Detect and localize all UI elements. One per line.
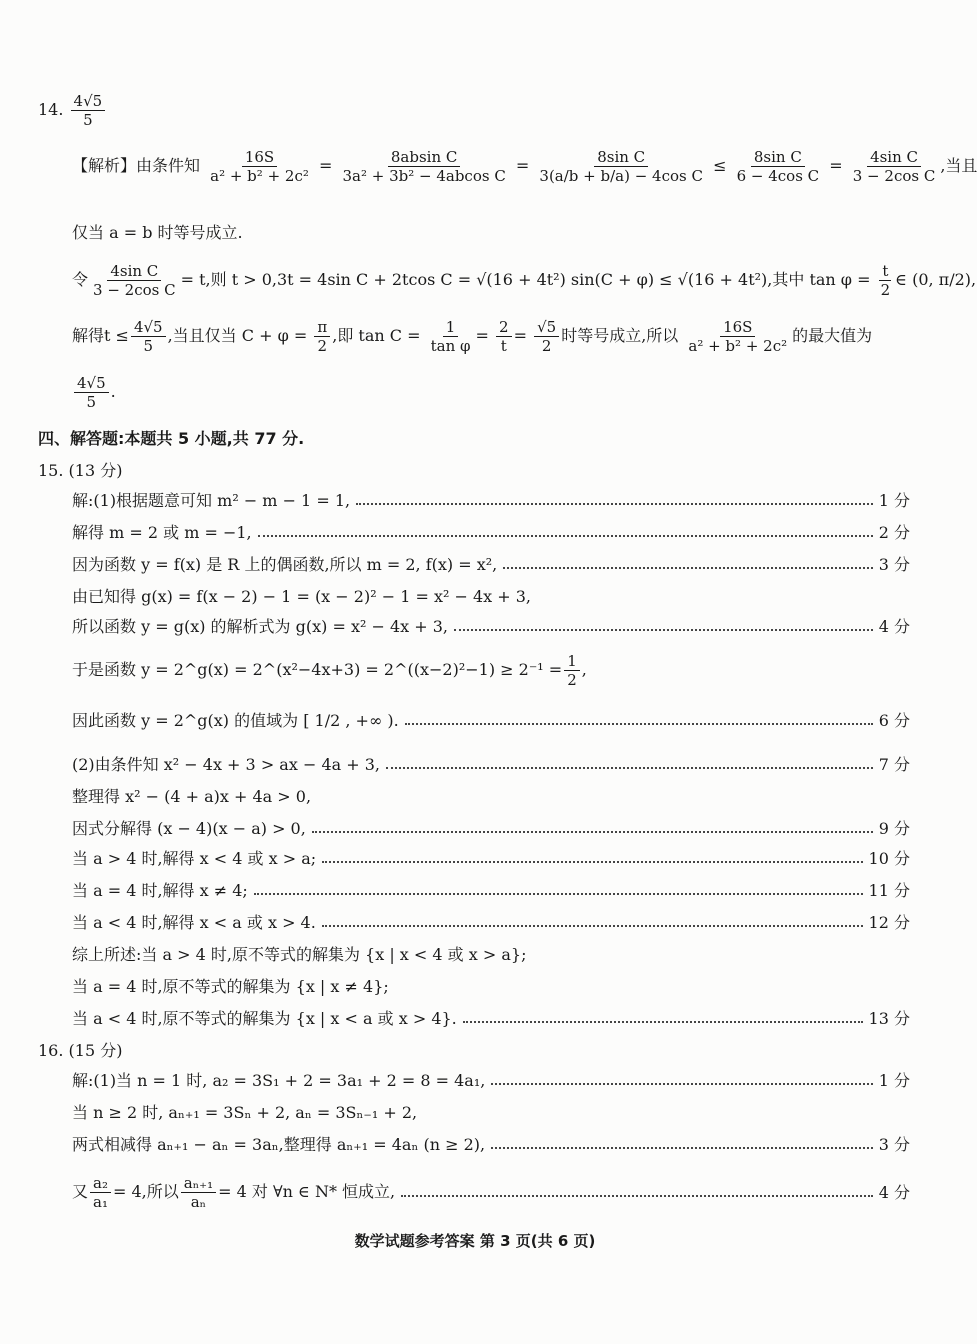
fraction: $\frac{16S}{\text{a² + b² + 2c²}}$ — [210, 148, 309, 185]
q15-line: 当 a = 4 时,解得 x ≠ 4; 11 分 — [72, 881, 910, 900]
fraction: $\frac{\text{a₂}}{\text{a₁}}$ — [90, 1174, 111, 1211]
fraction: $\frac{\text{aₙ₊₁}}{\text{aₙ}}$ — [181, 1174, 216, 1211]
fraction: $\frac{\text{8absin C}}{\text{3a² + 3b² − 4abcos C}}$ — [342, 148, 506, 185]
q15-line: 于是函数 y = 2^g(x) = 2^(x²−4x+3) = 2^((x−2)²−1) ≥ 2⁻¹ = $\frac{1}{2}$ , — [72, 652, 587, 689]
q15-line: 因为函数 y = f(x) 是 R 上的偶函数,所以 m = 2, f(x) = x², 3 分 — [72, 555, 910, 574]
score: 7 分 — [878, 755, 910, 774]
q14-number: 14. — [38, 100, 64, 119]
q14-answer-fraction: $\frac{4√5}{5}$ — [71, 92, 106, 129]
q15-line: 整理得 x² − (4 + a)x + 4a > 0, — [72, 787, 312, 806]
score: 6 分 — [878, 711, 910, 730]
q15-line: 解得 m = 2 或 m = −1, 2 分 — [72, 523, 910, 542]
q15-line: 由已知得 g(x) = f(x − 2) − 1 = (x − 2)² − 1 = x² − 4x + 3, — [72, 587, 532, 606]
score: 10 分 — [868, 849, 910, 868]
q15-line: (2)由条件知 x² − 4x + 3 > ax − 4a + 3, 7 分 — [72, 755, 910, 774]
q15-line: 当 a = 4 时,原不等式的解集为 {x | x ≠ 4}; — [72, 977, 389, 996]
q15-header: 15. (13 分) — [38, 461, 123, 480]
q15-line: 因此函数 y = 2^g(x) 的值域为 [ 1/2 , +∞ ). 6 分 — [72, 711, 910, 730]
fraction: $\frac{\pi}{2}$ — [314, 318, 330, 355]
q16-line: 当 n ≥ 2 时, aₙ₊₁ = 3Sₙ + 2, aₙ = 3Sₙ₋₁ + 2, — [72, 1103, 418, 1122]
score: 11 分 — [868, 881, 910, 900]
q16-line: 解:(1)当 n = 1 时, a₂ = 3S₁ + 2 = 3a₁ + 2 = 8 = 4a₁, 1 分 — [72, 1071, 910, 1090]
q14-analysis-line-3: 令 $\frac{\text{4sin C}}{\text{3 − 2cos C}}$ = t,则 t > 0,3t = 4sin C + 2tcos C = √(16 + 4t²) sin(C + φ) ≤ √(16 + 4t²),其中 tan φ = $\frac{t}{2}$ ∈ (0, π/2), — [72, 262, 977, 299]
q14-analysis-line-2: 仅当 a = b 时等号成立. — [72, 223, 243, 242]
fraction: $\frac{t}{2}$ — [880, 262, 891, 299]
q16-line: 又 $\frac{\text{a₂}}{\text{a₁}}$ = 4,所以 $\frac{\text{aₙ₊₁}}{\text{aₙ}}$ = 4 对 ∀n ∈ N* 恒成立, 4 分 — [72, 1174, 910, 1211]
q15-line: 所以函数 y = g(x) 的解析式为 g(x) = x² − 4x + 3, 4 分 — [72, 617, 910, 636]
q15-line: 因式分解得 (x − 4)(x − a) > 0, 9 分 — [72, 819, 910, 838]
fraction: $\frac{\text{8sin C}}{\text{3(a/b + b/a) − 4cos C}}$ — [539, 148, 703, 185]
score: 1 分 — [878, 1071, 910, 1090]
fraction: $\frac{16S}{\text{a² + b² + 2c²}}$ — [688, 318, 788, 355]
q14-analysis-line-5: $\frac{4√5}{5}$ . — [72, 374, 116, 411]
analysis-label: 【解析】 — [72, 156, 137, 175]
score: 2 分 — [878, 523, 910, 542]
fraction: $\frac{\text{4sin C}}{\text{3 − 2cos C}}$ — [852, 148, 936, 185]
fraction: $\frac{4√5}{5}$ — [131, 318, 166, 355]
q15-line: 当 a < 4 时,原不等式的解集为 {x | x < a 或 x > 4}. 13 分 — [72, 1009, 910, 1028]
fraction: $\frac{4√5}{5}$ — [74, 374, 109, 411]
q16-header: 16. (15 分) — [38, 1041, 123, 1060]
score: 4 分 — [878, 617, 910, 636]
fraction: $\frac{2}{t}$ — [496, 318, 512, 355]
score: 3 分 — [878, 555, 910, 574]
q16-line: 两式相减得 aₙ₊₁ − aₙ = 3aₙ,整理得 aₙ₊₁ = 4aₙ (n ≥ 2), 3 分 — [72, 1135, 910, 1154]
fraction: $\frac{1}{\text{tan φ}}$ — [430, 318, 471, 355]
score: 9 分 — [878, 819, 910, 838]
fraction: $\frac{\text{4sin C}}{\text{3 − 2cos C}}$ — [93, 262, 176, 299]
q14-analysis-line-4: 解得t ≤ $\frac{4√5}{5}$ ,当且仅当 C + φ = $\frac{\pi}{2}$ ,即 tan C = $\frac{1}{\text{tan φ}}$ = $\frac{2}{t}$ = $\frac{√5}{2}$ 时等号成立,所以 $\frac{16S}{\text{a² + b² + 2c²}}$ 的最大值为 — [72, 318, 873, 355]
score: 1 分 — [878, 491, 910, 510]
score: 4 分 — [878, 1182, 910, 1202]
fraction: $\frac{√5}{2}$ — [534, 318, 559, 355]
score: 12 分 — [868, 913, 910, 932]
page-footer: 数学试题参考答案 第 3 页(共 6 页) — [354, 1232, 596, 1250]
fraction: $\frac{\text{8sin C}}{\text{6 − 4cos C}}$ — [736, 148, 820, 185]
score: 3 分 — [878, 1135, 910, 1154]
section-heading: 四、解答题:本题共 5 小题,共 77 分. — [38, 429, 305, 448]
q14-analysis-line-1: 【解析】由条件知 $\frac{16S}{\text{a² + b² + 2c²}}$ = $\frac{\text{8absin C}}{\text{3a² + 3b² − 4abcos C}}$ = $\frac{\text{8sin C}}{\text{3(a/b + b/a) − 4cos C}}$ ≤ $\frac{\text{8sin C}}{\text{6 − 4cos C}}$ = $\frac{\text{4sin C}}{\text{3 − 2cos C}}$ ,当且 — [72, 148, 977, 185]
fraction: $\frac{1}{2}$ — [564, 652, 580, 689]
q15-line: 当 a < 4 时,解得 x < a 或 x > 4. 12 分 — [72, 913, 910, 932]
q14-answer-line — [38, 92, 107, 129]
q15-line: 当 a > 4 时,解得 x < 4 或 x > a; 10 分 — [72, 849, 910, 868]
q15-line: 综上所述:当 a > 4 时,原不等式的解集为 {x | x < 4 或 x > a}; — [72, 945, 527, 964]
q15-line: 解:(1)根据题意可知 m² − m − 1 = 1, 1 分 — [72, 491, 910, 510]
score: 13 分 — [868, 1009, 910, 1028]
